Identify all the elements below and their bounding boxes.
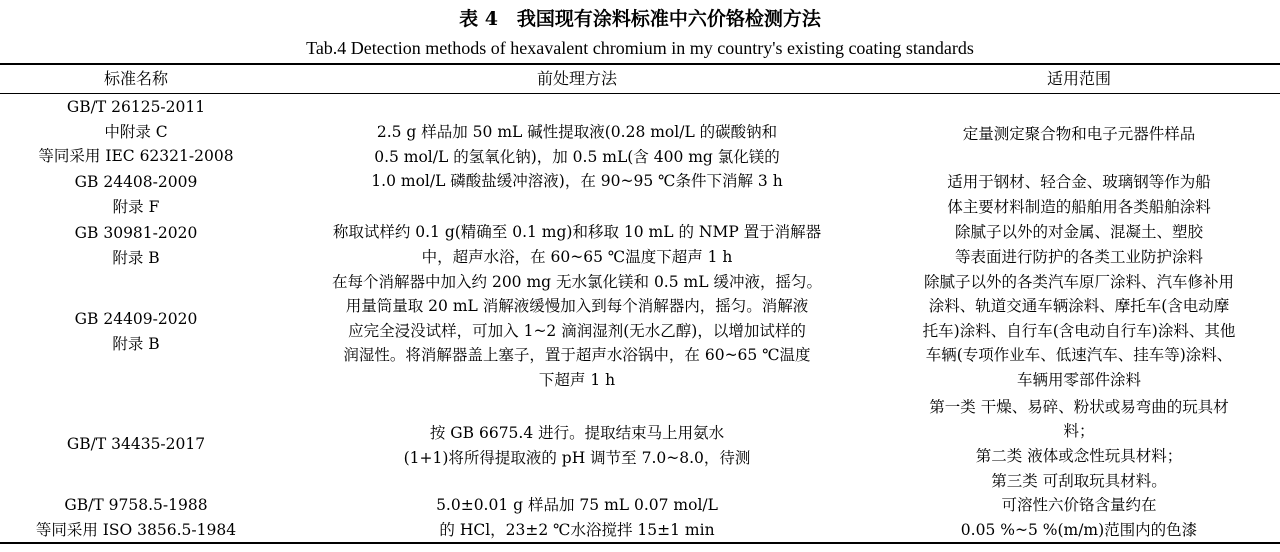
cell-text-line: 5.0±0.01 g 样品加 75 mL 0.07 mol/L [436,496,718,515]
cell-text-line: 2.5 g 样品加 50 mL 碱性提取液(0.28 mol/L 的碳酸钠和 [376,123,778,142]
cell-text-line: 按 GB 6675.4 进行。提取结束马上用氨水 [429,424,725,443]
column-header-label: 前处理方法 [536,69,617,88]
cell-text-line: 0.05 %~5 %(m/m)范围内的色漆 [960,521,1198,539]
table-cell-method [286,120,868,194]
cell-text-line: 定量测定聚合物和电子元器件样品 [962,124,1196,143]
table-caption-chinese: 表 4 我国现有涂料标准中六价铬检测方法 [459,8,821,30]
cell-text-line: 0.5 mol/L 的氢氧化钠)，加 0.5 mL(含 400 mg 氯化镁的 [374,147,780,166]
cell-text-line: 等表面进行防护的各类工业防护涂料 [954,248,1203,266]
cell-text-line: 体主要材料制造的船舶用各类船舶涂料 [947,198,1211,216]
table-cell-standard [10,394,262,494]
cell-text-line: 除腻子以外的各类汽车原厂涂料、汽车修补用 [923,272,1234,291]
cell-text-line: 可溶性六价铬含量约在 [1001,496,1157,515]
cell-text-line: 料； [1063,422,1095,441]
table-cell-scope [884,220,1274,270]
table-cell-scope [884,494,1274,542]
table-cell-standard [10,169,262,221]
column-header-label: 适用范围 [1046,69,1111,88]
table-cell-scope [884,170,1274,220]
cell-text-line: 适用于钢材、轻合金、玻璃钢等作为船 [947,173,1211,192]
cell-text-line: GB 24409-2020 [74,310,198,329]
cell-text-line: 第一类 干燥、易碎、粉状或易弯曲的玩具材 [929,397,1229,416]
bottom-rule [0,542,1280,544]
cell-text-line: GB/T 34435-2017 [66,434,206,453]
table-cell-standard [10,270,262,394]
cell-text-line: 应完全浸没试样，可加入 1~2 滴润湿剂(无水乙醇)，以增加试样的 [348,321,806,340]
column-header-label: 标准名称 [103,69,168,88]
table-cell-scope [884,120,1274,148]
table-caption-english: Tab.4 Detection methods of hexavalent chromium in my country's existing coating standards [306,38,974,58]
table-cell-method [286,268,868,394]
cell-text-line: 除腻子以外的对金属、混凝土、塑胶 [954,223,1203,242]
table-cell-method [286,220,868,270]
cell-text-line: 附录 F [112,198,160,216]
cell-text-line: 等同采用 ISO 3856.5-1984 [35,521,237,539]
table-cell-scope [884,268,1274,394]
column-header-scope [884,66,1274,92]
cell-text-line: 润湿性。将消解器盖上塞子，置于超声水浴锅中，在 60~65 ℃温度 [343,346,811,365]
table-cell-standard [10,494,262,542]
cell-text-line: 中，超声水浴，在 60~65 ℃温度下超声 1 h [421,248,733,266]
cell-text-line: 车辆用零部件涂料 [1016,370,1141,389]
cell-text-line: GB/T 26125-2011 [66,98,206,117]
cell-text-line: 第三类 可刮取玩具材料。 [991,471,1167,490]
table-cell-scope [884,394,1274,494]
cell-text-line: 在每个消解器中加入约 200 mg 无水氯化镁和 0.5 mL 缓冲液，摇匀。 [332,272,822,291]
cell-text-line: GB 24408-2009 [74,173,198,192]
table-cell-standard [10,221,262,271]
cell-text-line: 等同采用 IEC 62321-2008 [38,147,234,166]
header-rule [0,93,1280,94]
cell-text-line: 用量筒量取 20 mL 消解液缓慢加入到每个消解器内，摇匀。消解液 [345,297,809,316]
cell-text-line: GB 30981-2020 [74,224,198,243]
column-header-standard [10,66,262,92]
cell-text-line: 车辆(专项作业车、低速汽车、挂车等)涂料、 [925,346,1233,365]
column-header-method [286,66,868,92]
cell-text-line: 1.0 mol/L 磷酸盐缓冲溶液)，在 90~95 ℃条件下消解 3 h [371,172,783,191]
table-cell-method [286,420,868,472]
cell-text-line: 中附录 C [104,122,168,141]
cell-text-line: 第二类 液体或念性玩具材料； [975,447,1183,465]
cell-text-line: 附录 B [112,335,160,353]
top-rule [0,63,1280,65]
cell-text-line: 附录 B [112,249,160,267]
table-cell-standard [10,95,262,169]
cell-text-line: 的 HCl，23±2 ℃水浴搅拌 15±1 min [439,521,715,539]
cell-text-line: (1+1)将所得提取液的 pH 调节至 7.0~8.0，待测 [403,449,751,467]
cell-text-line: 称取试样约 0.1 g(精确至 0.1 mg)和移取 10 mL 的 NMP 置于消解器 [332,223,822,242]
table-cell-method [286,494,868,542]
cell-text-line: GB/T 9758.5-1988 [64,496,208,515]
cell-text-line: 托车)涂料、自行车(含电动自行车)涂料、其他 [922,321,1236,340]
cell-text-line: 涂料、轨道交通车辆涂料、摩托车(含电动摩 [928,297,1230,316]
cell-text-line: 下超声 1 h [538,370,616,389]
